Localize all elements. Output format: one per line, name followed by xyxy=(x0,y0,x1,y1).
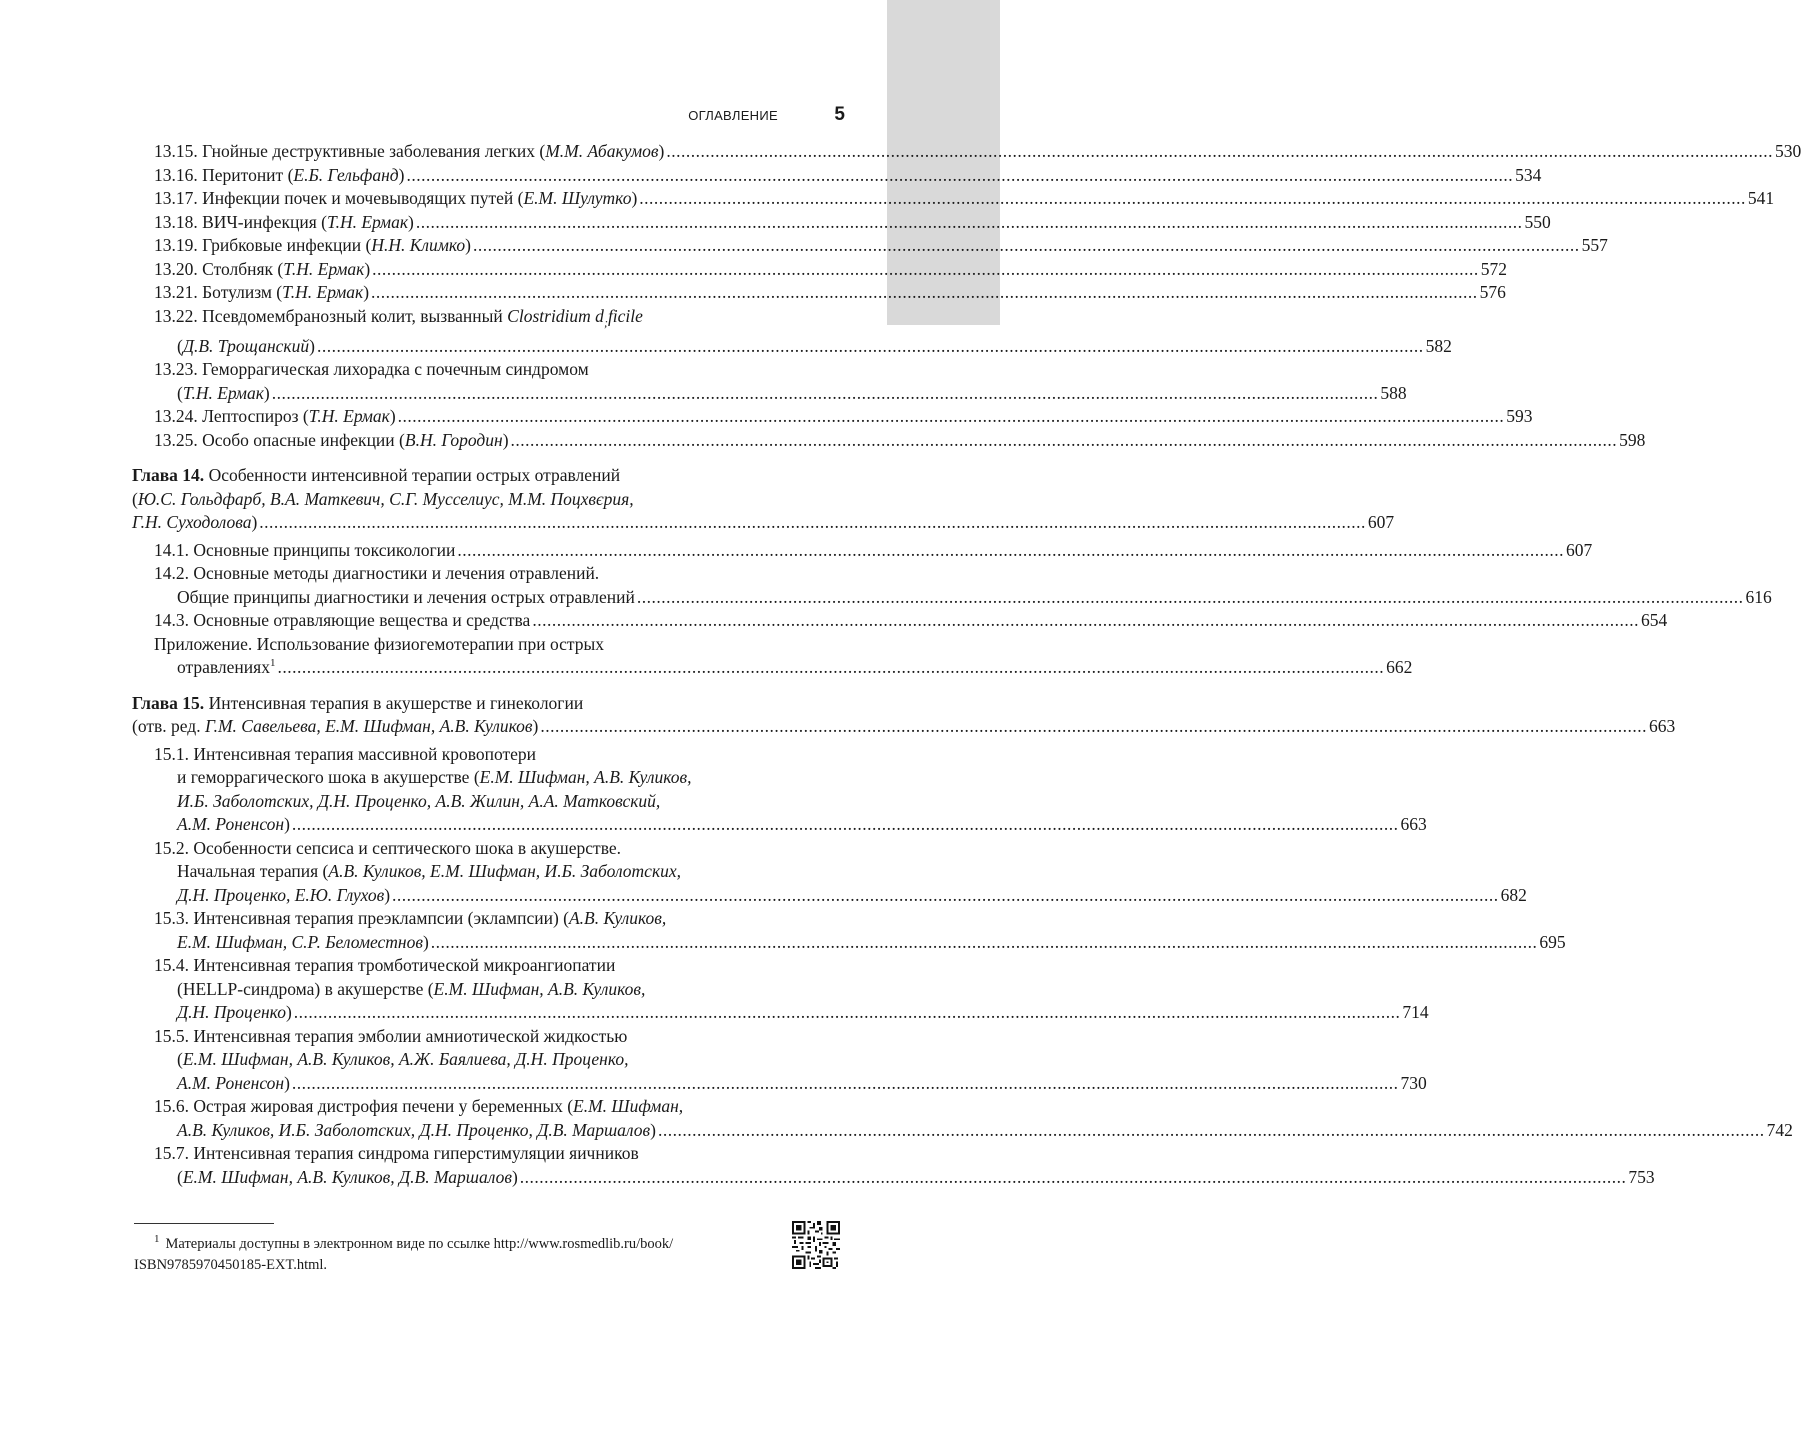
dot-leader xyxy=(272,382,1379,406)
entry-authors: И.Б. Заболотских, Д.Н. Проценко, А.В. Жилин, А.А. Матковский, xyxy=(177,790,661,811)
entry-text: 15.3. Интенсивная терапия преэклампсии (эклампсии) ( xyxy=(154,908,569,928)
dot-leader xyxy=(317,335,1424,359)
toc-chapter-15[interactable] xyxy=(132,692,1676,739)
entry-text: 14.3. Основные отравляющие вещества и средства xyxy=(154,610,531,630)
dot-leader xyxy=(532,609,1639,633)
page-ref: 576 xyxy=(1479,282,1506,302)
toc-entry-13-17[interactable] xyxy=(132,187,1775,211)
page-ref: 598 xyxy=(1619,429,1646,450)
page-ref: 616 xyxy=(1745,586,1772,607)
page-ref: 557 xyxy=(1581,235,1608,255)
entry-text xyxy=(132,692,843,716)
toc-entry-13-22[interactable] xyxy=(132,305,1452,359)
entry-text xyxy=(154,907,843,931)
dot-leader xyxy=(658,1119,1765,1143)
entry-text: ) xyxy=(309,335,315,356)
entry-text: Приложение. Использование физиогемотерапии при острых xyxy=(154,633,605,654)
entry-text: (Т.Н. Ермак) xyxy=(177,382,270,403)
dot-leader xyxy=(520,1166,1627,1190)
entry-authors: Т.Н. Ермак xyxy=(282,282,364,302)
entry-authors: Е.М. Шулутко xyxy=(523,188,632,208)
entry-text: 14.2. Основные методы диагностики и лечения отравлений. xyxy=(154,563,600,583)
toc-entry-14-3[interactable] xyxy=(132,609,1668,633)
footnote-marker: 1 xyxy=(269,657,276,670)
entry-authors: Ю.С. Гольдфарб, В.А. Маткевич, С.Г. Мусселиус, М.М. Поцхвєрия, xyxy=(137,488,634,509)
entry-text: 13.23. Геморрагическая лихорадка с почечным синдромом xyxy=(154,359,589,379)
footnote xyxy=(134,1234,784,1276)
page-ref: 572 xyxy=(1480,258,1508,279)
entry-text xyxy=(177,813,290,837)
entry-text xyxy=(154,978,843,1002)
page-ref: 663 xyxy=(1648,716,1676,736)
dot-leader xyxy=(371,281,1478,305)
entry-text: 15.7. Интенсивная терапия синдрома гиперстимуляции яичников xyxy=(154,1143,639,1163)
entry-authors: А.М. Роненсон xyxy=(177,1072,285,1093)
toc-entry-13-20[interactable] xyxy=(132,258,1508,282)
entry-text xyxy=(154,429,509,453)
page-ref: 530 xyxy=(1774,141,1801,161)
dot-leader xyxy=(457,539,1564,563)
entry-text xyxy=(154,140,664,164)
entry-text: и геморрагического шока в акушерстве ( xyxy=(177,767,480,787)
entry-text xyxy=(154,234,471,258)
entry-last-line xyxy=(154,1119,1793,1143)
entry-authors: Т.Н. Ермак xyxy=(308,406,390,426)
entry-authors: Т.Н. Ермак xyxy=(326,211,409,232)
entry-text: ) xyxy=(263,382,270,403)
entry-text xyxy=(132,715,538,739)
dot-leader xyxy=(292,1072,1399,1096)
entry-authors: А.В. Куликов, Е.М. Шифман, И.Б. Заболотских, xyxy=(328,861,682,881)
entry-text: Начальная терапия ( xyxy=(177,861,329,881)
entry-authors: Н.Н. Климко xyxy=(371,235,466,255)
entry-text: отравлениях xyxy=(177,657,270,677)
dot-leader xyxy=(277,656,1384,680)
entry-text xyxy=(177,884,390,908)
toc-entry-14-2[interactable] xyxy=(132,562,1772,609)
entry-text: 13.22. Псевдомембранозный колит, вызванный xyxy=(154,305,508,326)
entry-authors: Е.М. Шифман, А.В. Куликов, Д.В. Маршалов xyxy=(182,1166,512,1187)
toc-entry-15-2[interactable] xyxy=(132,837,1527,908)
entry-text xyxy=(154,1095,843,1119)
entry-text: 15.6. Острая жировая дистрофия печени у беременных ( xyxy=(154,1096,574,1116)
entry-last-line xyxy=(154,382,1407,406)
table-of-contents xyxy=(132,140,1801,1189)
dot-leader xyxy=(398,405,1505,429)
dot-leader xyxy=(392,884,1499,908)
entry-text: 15.2. Особенности сепсиса и септического шока в акушерстве. xyxy=(154,837,622,858)
running-head-title: ОГЛАВЛЕНИЕ xyxy=(688,108,778,123)
entry-text xyxy=(154,305,843,335)
entry-text: 13.20. Столбняк ( xyxy=(154,258,284,279)
entry-authors: ficile xyxy=(607,305,643,326)
page-ref: 607 xyxy=(1367,512,1395,532)
entry-last-line xyxy=(154,211,1551,235)
entry-text xyxy=(154,258,370,282)
entry-text: ) xyxy=(658,141,665,161)
entry-text: ) xyxy=(502,429,509,450)
entry-last-line xyxy=(154,234,1608,258)
entry-text: ) xyxy=(284,1072,290,1093)
page-ref: 682 xyxy=(1500,884,1527,905)
entry-text: ) xyxy=(408,211,414,232)
dot-leader xyxy=(372,258,1479,282)
toc-entry-15-3[interactable] xyxy=(132,907,1566,954)
page-ref: 593 xyxy=(1506,406,1533,426)
entry-text: (HELLP-синдрома) в акушерстве ( xyxy=(177,978,434,999)
entry-text: (Е.М. Шифман, А.В. Куликов, А.Ж. Баялиева, Д.Н. Проценко, xyxy=(177,1049,629,1069)
entry-authors: Д.В. Трощанский xyxy=(182,335,310,356)
entry-last-line xyxy=(154,884,1527,908)
dot-leader xyxy=(431,931,1538,955)
dot-leader xyxy=(637,586,1744,610)
entry-authors: Clostridium d xyxy=(507,305,604,326)
entry-authors: Е.М. Шифман, А.В. Куликов, xyxy=(479,767,692,787)
entry-text: Особенности интенсивной терапии острых отравлений xyxy=(204,465,621,485)
page-ref: 695 xyxy=(1539,931,1566,952)
entry-authors: Е.М. Шифман, С.Р. Беломестнов xyxy=(177,931,423,952)
entry-text xyxy=(154,860,843,884)
footnote-text[interactable]: Материалы доступны в электронном виде по ссылке http://www.rosmedlib.ru/book/ ISBN9785970450185-EXT.html. xyxy=(134,1236,674,1273)
entry-text: ) xyxy=(511,1166,518,1187)
entry-text: ) xyxy=(398,164,405,185)
entry-text: 15.1. Интенсивная терапия массивной кровопотери xyxy=(154,743,537,764)
footnote-number: 1 xyxy=(154,1233,160,1246)
dot-leader xyxy=(294,1001,1401,1025)
page-ref: 588 xyxy=(1380,382,1407,403)
entry-authors: ; xyxy=(603,315,608,329)
entry-text: Общие принципы диагностики и лечения острых отравлений xyxy=(177,586,635,607)
toc-entry-14-1[interactable] xyxy=(132,539,1593,563)
qr-code-icon[interactable] xyxy=(792,1221,840,1269)
entry-text: Интенсивная терапия в акушерстве и гинекологии xyxy=(204,692,584,713)
dot-leader xyxy=(416,211,1523,235)
entry-last-line xyxy=(132,511,1395,535)
entry-text: ) xyxy=(285,1002,292,1022)
toc-entry-13-24[interactable] xyxy=(132,405,1533,429)
toc-entry-appendix[interactable] xyxy=(132,633,1413,680)
entry-text xyxy=(154,281,369,305)
entry-text: (Ю.С. Гольдфарб, В.А. Маткевич, С.Г. Мусселиус, М.М. Поцхвєрия, xyxy=(132,488,634,509)
toc-entry-13-21[interactable] xyxy=(132,281,1506,305)
entry-text: ) xyxy=(422,931,429,952)
entry-text xyxy=(177,1072,290,1096)
dot-leader xyxy=(292,813,1399,837)
entry-text: (Д.В. Трощанский) xyxy=(177,335,315,356)
entry-text xyxy=(154,187,637,211)
entry-last-line xyxy=(154,656,1413,680)
entry-authors: Г.М. Савельева, Е.М. Шифман, А.В. Куликов xyxy=(204,716,533,736)
toc-entry-15-7[interactable] xyxy=(132,1142,1655,1189)
page-ref: 730 xyxy=(1400,1072,1427,1093)
entry-last-line xyxy=(154,1072,1427,1096)
entry-text: 13.24. Лептоспироз ( xyxy=(154,406,309,426)
entry-last-line xyxy=(154,429,1646,453)
page-ref: 662 xyxy=(1386,657,1413,677)
entry-text: 13.15. Гнойные деструктивные заболевания легких ( xyxy=(154,141,546,161)
entry-text xyxy=(154,405,396,429)
entry-last-line xyxy=(154,813,1427,837)
entry-text: 13.25. Особо опасные инфекции ( xyxy=(154,429,405,450)
entry-authors: Д.Н. Проценко xyxy=(177,1002,286,1022)
dot-leader xyxy=(406,164,1513,188)
entry-text: (Е.М. Шифман, А.В. Куликов, Д.В. Маршалов) xyxy=(177,1166,518,1187)
entry-authors: Т.Н. Ермак xyxy=(182,382,264,403)
page-ref: 663 xyxy=(1400,814,1427,834)
toc-entry-15-5[interactable] xyxy=(132,1025,1427,1096)
entry-last-line xyxy=(154,258,1508,282)
entry-last-line xyxy=(154,405,1533,429)
entry-authors: Е.Б. Гельфанд xyxy=(293,164,399,185)
toc-entry-13-16[interactable] xyxy=(132,164,1542,188)
page-ref: 654 xyxy=(1640,610,1668,630)
entry-text: ) xyxy=(251,512,258,532)
entry-text: ) xyxy=(363,282,370,302)
entry-text: 15.5. Интенсивная терапия эмболии амниотической жидкостью xyxy=(154,1025,628,1046)
page-number: 5 xyxy=(834,104,845,125)
toc-entry-13-18[interactable] xyxy=(132,211,1551,235)
entry-text: ) xyxy=(384,884,391,905)
entry-text xyxy=(154,164,404,188)
entry-text: 13.17. Инфекции почек и мочевыводящих путей ( xyxy=(154,188,524,208)
entry-authors: Г.Н. Суходолова xyxy=(132,512,252,532)
entry-text: ) xyxy=(631,188,638,208)
page-ref: 753 xyxy=(1628,1166,1655,1187)
entry-text: ) xyxy=(364,258,371,279)
entry-last-line xyxy=(154,609,1668,633)
page-ref: 714 xyxy=(1402,1002,1429,1022)
entry-text: 15.4. Интенсивная терапия тромботической микроангиопатии xyxy=(154,955,616,975)
entry-text xyxy=(177,1001,292,1025)
entry-authors: А.В. Куликов, И.Б. Заболотских, Д.Н. Проценко, Д.В. Маршалов xyxy=(177,1119,651,1140)
page-ref: 607 xyxy=(1566,539,1593,560)
entry-text: 13.18. ВИЧ-инфекция ( xyxy=(154,211,327,232)
toc-entry-15-1[interactable] xyxy=(132,743,1427,837)
entry-text xyxy=(132,511,257,535)
entry-text: ) xyxy=(650,1119,656,1140)
entry-authors: Д.Н. Проценко, Е.Ю. Глухов xyxy=(177,884,385,905)
entry-text: ) xyxy=(389,406,396,426)
page-ref: 534 xyxy=(1515,164,1542,185)
entry-text: ) xyxy=(284,814,290,834)
entry-authors: А.М. Роненсон xyxy=(177,814,285,834)
entry-text: ) xyxy=(532,716,539,736)
entry-last-line xyxy=(154,1166,1655,1190)
entry-text xyxy=(132,464,843,488)
entry-last-line xyxy=(154,140,1801,164)
toc-entry-13-25[interactable] xyxy=(132,429,1646,453)
toc-entry-13-19[interactable] xyxy=(132,234,1608,258)
entry-text: Глава 14. xyxy=(132,465,205,485)
dot-leader xyxy=(639,187,1746,211)
entry-text: ) xyxy=(465,235,471,255)
entry-authors: А.В. Куликов, xyxy=(568,908,667,928)
entry-last-line xyxy=(154,539,1593,563)
page-ref: 582 xyxy=(1425,335,1452,356)
entry-text: 13.19. Грибковые инфекции ( xyxy=(154,235,372,255)
toc-entry-13-23[interactable] xyxy=(132,358,1407,405)
page-ref: 742 xyxy=(1766,1119,1793,1140)
toc-entry-15-4[interactable] xyxy=(132,954,1429,1025)
toc-entry-13-15[interactable] xyxy=(132,140,1801,164)
dot-leader xyxy=(259,511,1366,535)
entry-text: (отв. ред. xyxy=(132,716,205,736)
entry-authors: М.М. Абакумов xyxy=(545,141,659,161)
entry-authors: В.Н. Городин xyxy=(404,429,503,450)
entry-text: 14.1. Основные принципы токсикологии xyxy=(154,539,456,560)
entry-last-line xyxy=(154,1001,1429,1025)
page-ref: 541 xyxy=(1747,188,1775,208)
dot-leader xyxy=(666,140,1773,164)
entry-text: 13.16. Перитонит ( xyxy=(154,164,294,185)
dot-leader xyxy=(511,429,1618,453)
toc-chapter-14[interactable] xyxy=(132,464,1395,535)
entry-text xyxy=(177,931,429,955)
entry-authors: Т.Н. Ермак xyxy=(283,258,365,279)
entry-last-line xyxy=(154,931,1566,955)
toc-entry-15-6[interactable] xyxy=(132,1095,1793,1142)
entry-authors: Е.М. Шифман, А.В. Куликов, xyxy=(433,978,646,999)
entry-text xyxy=(177,1119,656,1143)
entry-text: Глава 15. xyxy=(132,692,205,713)
entry-last-line xyxy=(132,715,1676,739)
dot-leader xyxy=(473,234,1580,258)
entry-last-line xyxy=(154,187,1775,211)
entry-text xyxy=(154,766,843,790)
entry-text: 13.21. Ботулизм ( xyxy=(154,282,283,302)
entry-last-line xyxy=(154,586,1772,610)
running-head xyxy=(600,104,845,128)
entry-text xyxy=(177,656,275,680)
entry-last-line xyxy=(154,335,1452,359)
entry-authors: Е.М. Шифман, А.В. Куликов, А.Ж. Баялиева, Д.Н. Проценко, xyxy=(182,1049,629,1069)
page-ref: 550 xyxy=(1524,211,1551,232)
entry-text xyxy=(154,211,414,235)
entry-authors: Е.М. Шифман, xyxy=(573,1096,684,1116)
dot-leader xyxy=(540,715,1647,739)
entry-last-line xyxy=(154,281,1506,305)
footnote-divider xyxy=(134,1223,274,1224)
entry-last-line xyxy=(154,164,1542,188)
